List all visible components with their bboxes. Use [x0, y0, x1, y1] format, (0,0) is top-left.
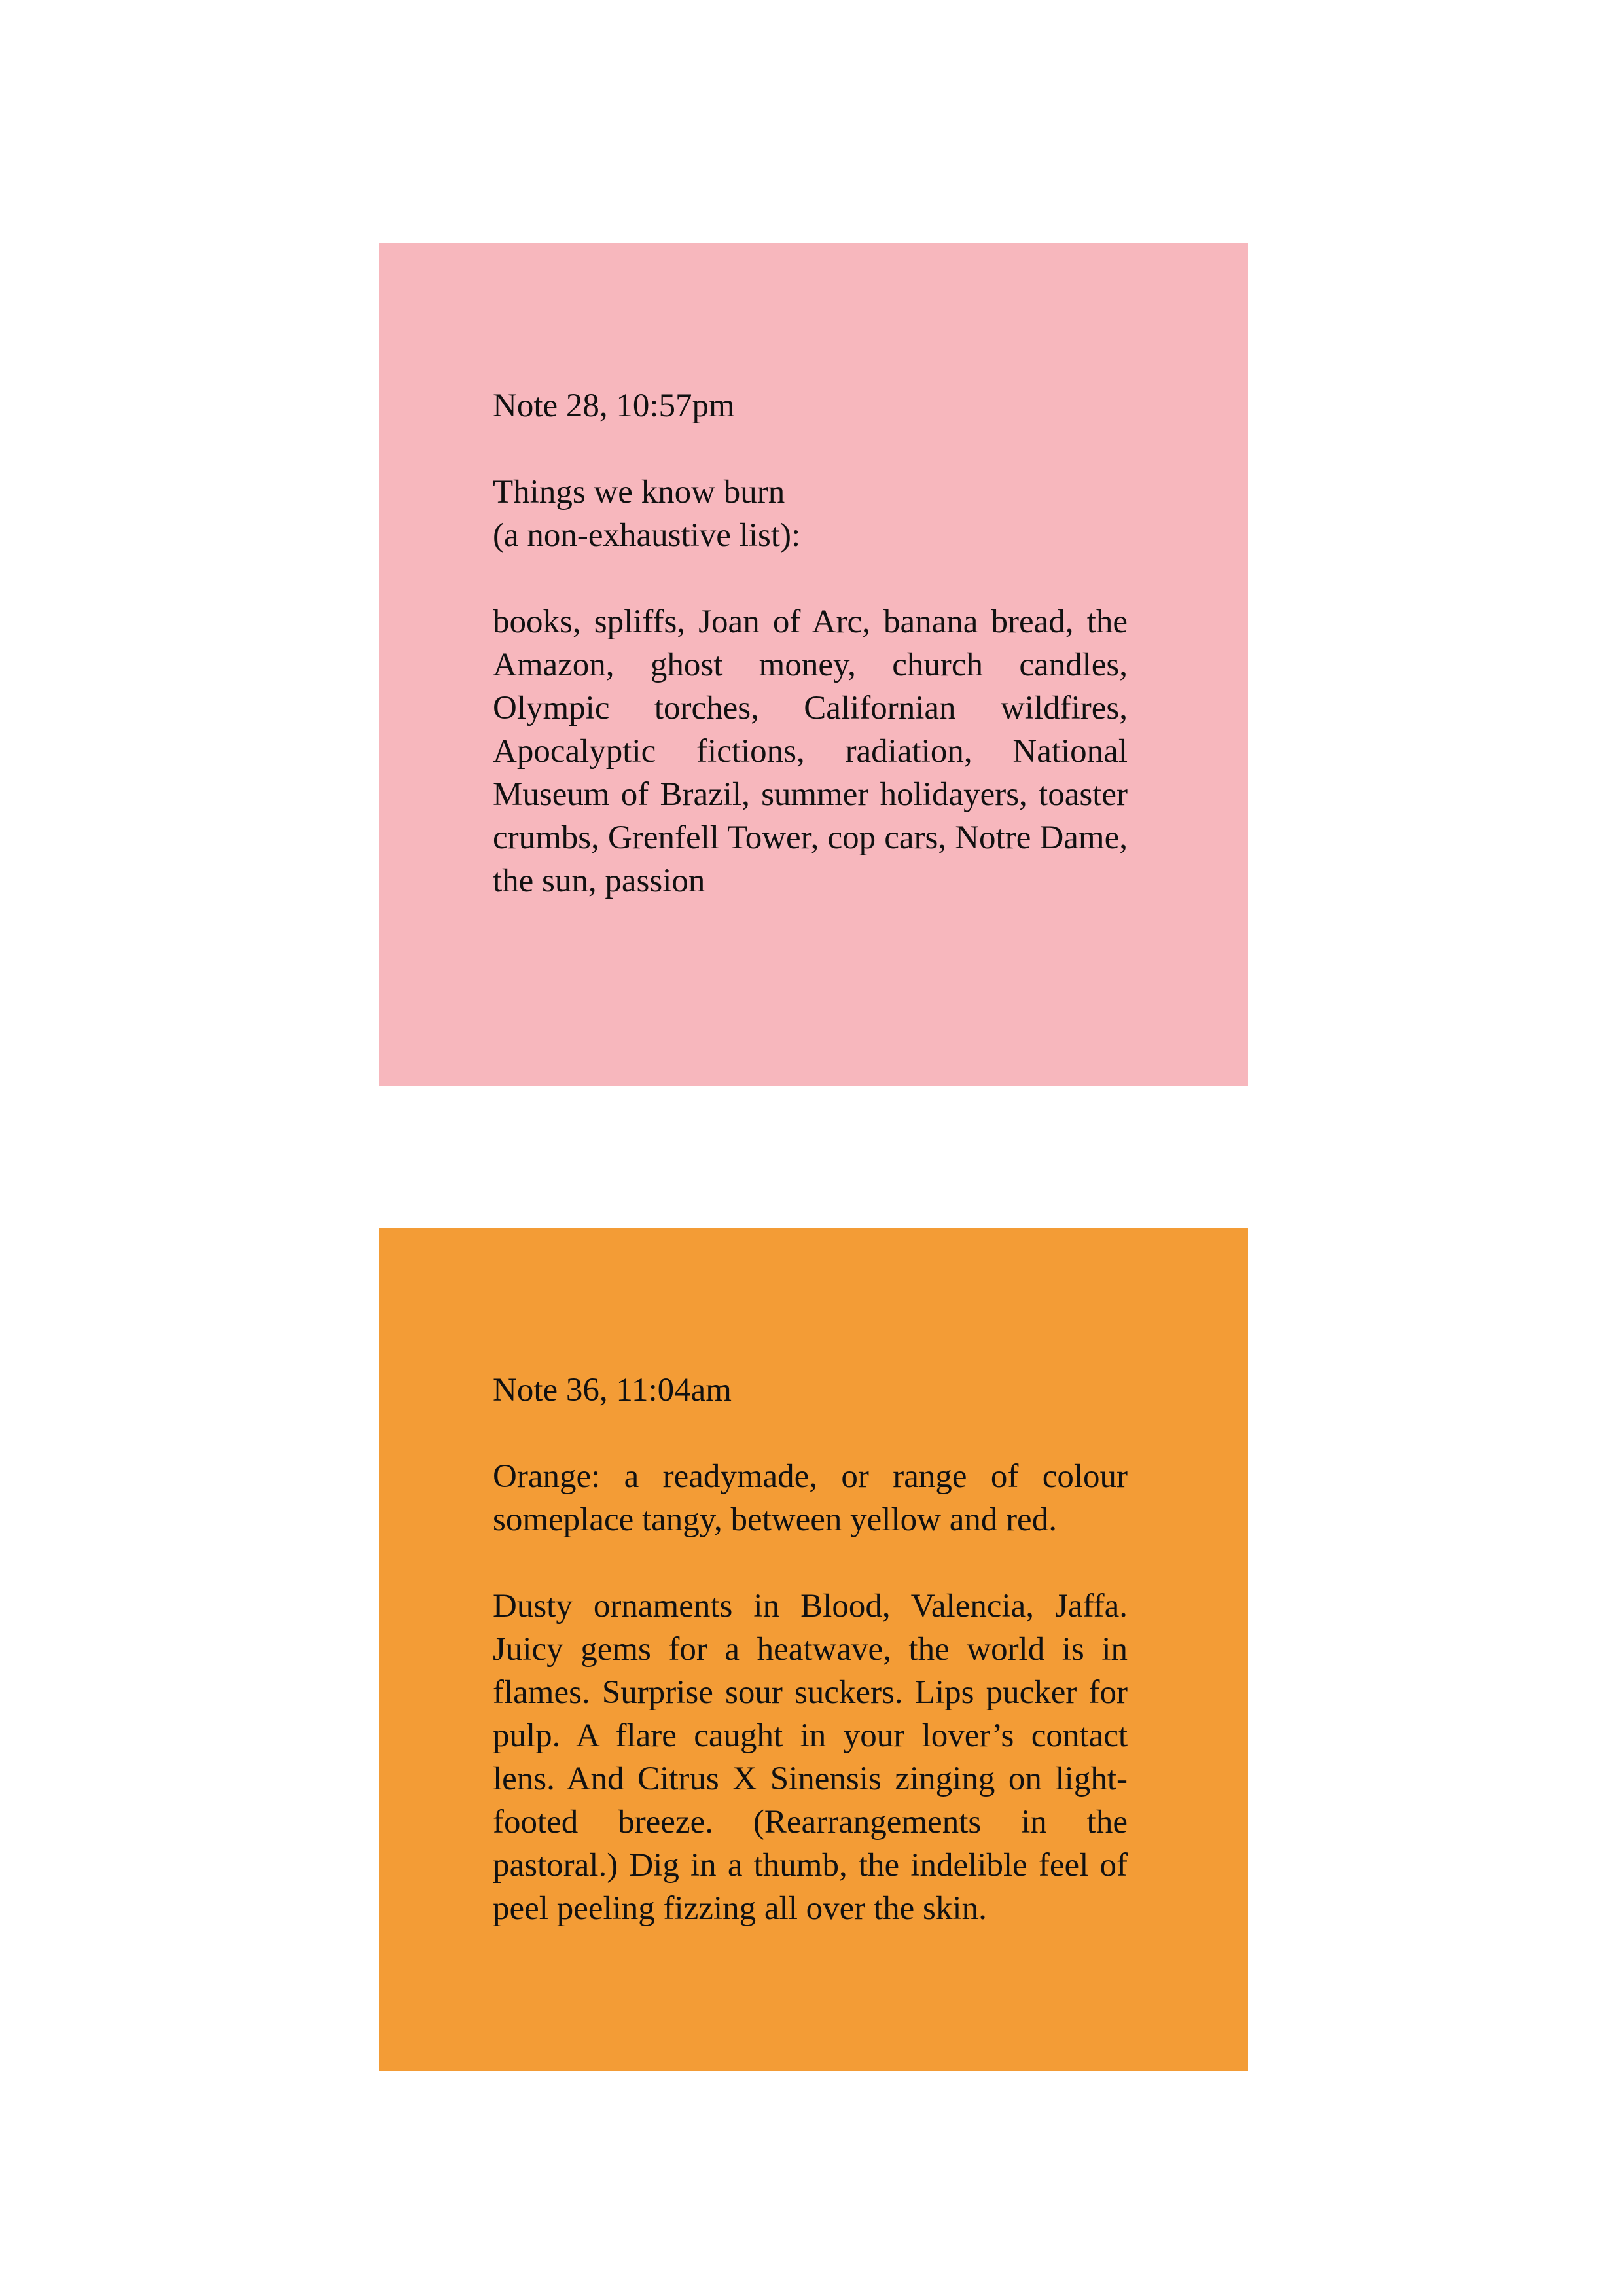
list-title-line: Things we know burn	[493, 474, 785, 511]
list-subtitle-line: (a non-exhaustive list):	[493, 517, 801, 554]
burn-list: books, spliffs, Joan of Arc, banana bread, the Amazon, ghost money, church candles, Olympic torches, Californian wildfires, Apocalyptic fictions, radiation, National Museum of Brazil, summer holidayers, toaster crumbs, Grenfell Tower, cop cars, Notre Dame, the sun, passion	[493, 603, 1128, 899]
orange-definition-paragraph: Orange: a readymade, or range of colour someplace tangy, between yellow and red.	[493, 1458, 1128, 1538]
note-card-28	[379, 243, 1248, 1086]
note-heading: Note 28, 10:57pm	[493, 387, 735, 424]
note-card-36	[379, 1228, 1248, 2071]
orange-prose-paragraph: Dusty ornaments in Blood, Valencia, Jaffa. Juicy gems for a heatwave, the world is in flames. Surprise sour suckers. Lips pucker for pulp. A flare caught in your lover’s contact lens. And Citrus X Sinensis zinging on light-footed breeze. (Rearrangements in the pastoral.) Dig in a thumb, the indelible feel of peel peeling fizzing all over the skin.	[493, 1588, 1128, 1927]
note-heading: Note 36, 11:04am	[493, 1372, 732, 1408]
